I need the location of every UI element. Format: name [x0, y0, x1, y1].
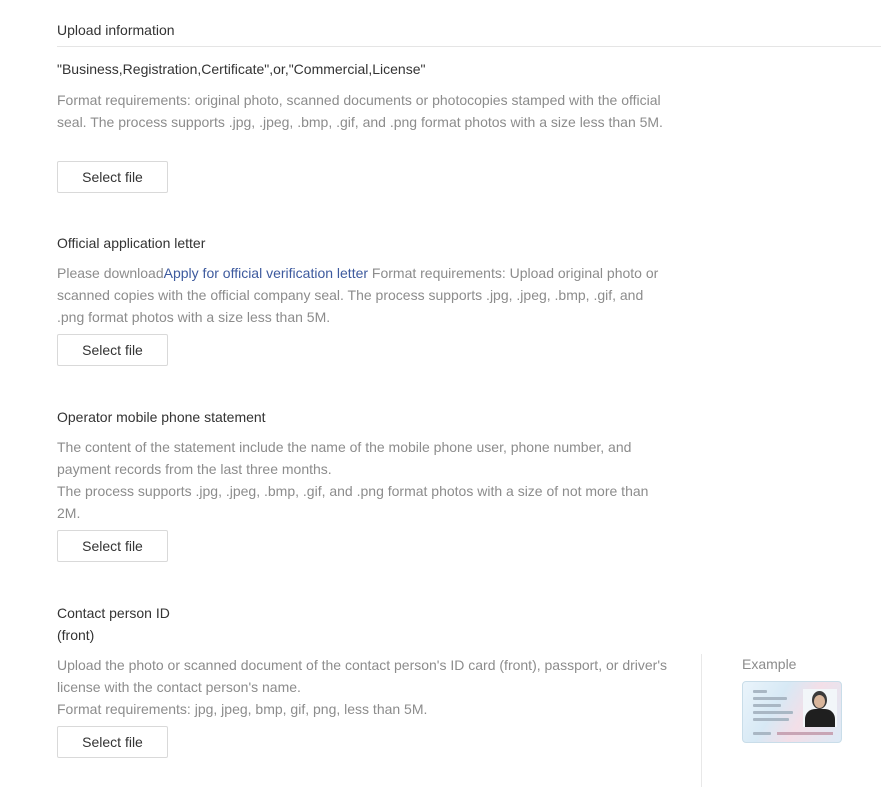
phone-statement-desc — [57, 436, 672, 524]
contact-id-title: Contact person ID — [57, 605, 170, 621]
contact-id-desc — [57, 654, 672, 720]
download-application-letter-link[interactable]: Apply for official verification letter — [163, 265, 369, 281]
example-divider — [701, 654, 702, 787]
business-license-title: "Business,Registration,Certificate",or,"Commercial,License" — [57, 61, 426, 77]
business-license-desc: Format requirements: original photo, scanned documents or photocopies stamped with the official seal. The process supports .jpg, .jpeg, .bmp, .gif, and .png format photos with a size less than 5M. — [57, 92, 663, 130]
phone-statement-title: Operator mobile phone statement — [57, 409, 266, 425]
section-title: Upload information — [57, 22, 175, 38]
business-license-select-file-button[interactable]: Select file — [57, 161, 168, 193]
contact-id-subtitle: (front) — [57, 627, 95, 643]
example-label: Example — [742, 656, 797, 672]
phone-statement-desc-line1: The content of the statement include the name of the mobile phone user, phone number, and payment records from the last three months. — [57, 439, 632, 477]
application-letter-desc-suffix: Format requirements: Upload original photo or scanned copies with the official company seal. The process supports .jpg, .jpeg, .bmp, .gif, and .png format photos with a size less than 5M. — [57, 265, 659, 325]
application-letter-desc-prefix: Please download — [57, 265, 164, 281]
phone-statement-select-file-button[interactable]: Select file — [57, 530, 168, 562]
application-letter-title: Official application letter — [57, 235, 206, 251]
application-letter-desc — [57, 262, 672, 328]
example-id-card-image — [742, 681, 842, 743]
application-letter-select-file-button[interactable]: Select file — [57, 334, 168, 366]
section-divider — [57, 46, 881, 47]
contact-id-desc-line2: Format requirements: jpg, jpeg, bmp, gif, png, less than 5M. — [57, 701, 428, 717]
contact-id-desc-line1: Upload the photo or scanned document of the contact person's ID card (front), passport, or driver's license with the contact person's name. — [57, 657, 667, 695]
phone-statement-desc-line2: The process supports .jpg, .jpeg, .bmp, .gif, and .png format photos with a size of not more than 2M. — [57, 483, 649, 521]
contact-id-select-file-button[interactable]: Select file — [57, 726, 168, 758]
